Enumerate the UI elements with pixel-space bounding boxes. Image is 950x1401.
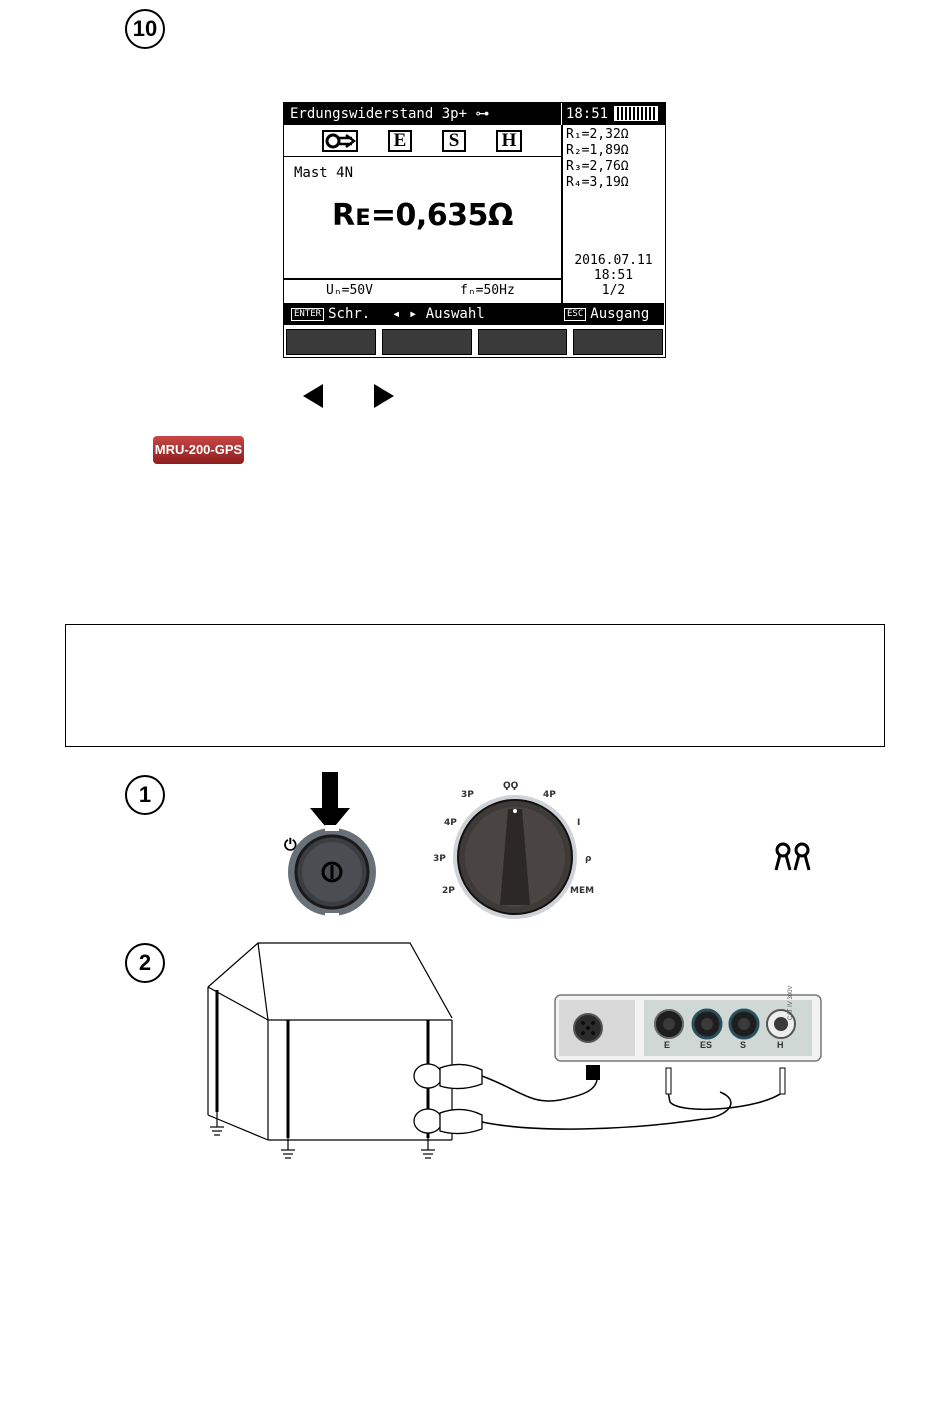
terminal-h-icon: H xyxy=(496,130,522,152)
date-time-block xyxy=(562,253,665,298)
meter-display xyxy=(283,102,666,358)
clamp-pair-icon xyxy=(774,842,812,872)
esc-label: Ausgang xyxy=(590,306,650,322)
step-number-10: 10 xyxy=(125,9,165,49)
frequency-value: fₙ=50Hz xyxy=(460,283,515,298)
step-number-2: 2 xyxy=(125,943,165,983)
model-badge: MRU-200-GPS xyxy=(153,436,244,464)
svg-text:3P: 3P xyxy=(433,854,446,864)
terminal-s-icon: S xyxy=(442,130,466,152)
display-title: Erdungswiderstand 3p+ ⊶ xyxy=(284,103,561,125)
svg-text:2P: 2P xyxy=(442,886,455,896)
r3-value: R₃=2,76Ω xyxy=(566,159,629,174)
terminal-label-h: H xyxy=(777,1040,784,1050)
measurement-name: Mast 4N xyxy=(294,165,354,181)
svg-text:ρ: ρ xyxy=(585,854,592,864)
r1-value: R₁=2,32Ω xyxy=(566,127,629,142)
softkey-row xyxy=(286,329,663,355)
main-result: Rᴇ=0,635Ω xyxy=(332,198,513,233)
svg-text:4P: 4P xyxy=(543,790,556,800)
power-button-illustration xyxy=(270,770,385,920)
battery-icon xyxy=(614,106,658,121)
terminal-label-es: ES xyxy=(700,1040,713,1050)
r4-value: R₄=3,19Ω xyxy=(566,175,629,190)
voltage-value: Uₙ=50V xyxy=(326,283,373,298)
time-value: 18:51 xyxy=(593,268,634,283)
svg-text:I: I xyxy=(577,818,581,828)
terminal-e-icon: E xyxy=(388,130,412,152)
softkey-1[interactable] xyxy=(286,329,376,355)
enter-label: Schr. xyxy=(328,306,371,322)
softkey-3[interactable] xyxy=(478,329,568,355)
clamp-icon xyxy=(322,130,358,152)
tower-connection-diagram xyxy=(200,940,830,1170)
svg-text:⏻: ⏻ xyxy=(284,835,297,854)
svg-text:4P: 4P xyxy=(444,818,457,828)
step-number-1: 1 xyxy=(125,775,165,815)
note-box xyxy=(65,624,885,747)
terminal-label-s: S xyxy=(740,1040,747,1050)
softkey-2[interactable] xyxy=(382,329,472,355)
svg-text:ϘϘ: ϘϘ xyxy=(503,781,519,791)
page-indicator: 1/2 xyxy=(601,283,626,298)
svg-text:3P: 3P xyxy=(461,790,474,800)
esc-key-icon: ESC xyxy=(564,308,586,321)
right-arrow-icon xyxy=(374,384,394,408)
left-arrow-icon xyxy=(303,384,323,408)
terminal-icon-row xyxy=(284,125,561,157)
meter-category-text: CAT IV 300V xyxy=(788,985,794,1020)
partial-resistance-list xyxy=(566,127,629,191)
softkey-4[interactable] xyxy=(573,329,663,355)
date-value: 2016.07.11 xyxy=(574,253,653,268)
terminal-label-e: E xyxy=(664,1040,671,1050)
enter-key-icon: ENTER xyxy=(291,308,324,321)
display-hint-bar xyxy=(284,303,664,325)
arrows-label: ◂ ▸ Auswahl xyxy=(392,306,485,322)
display-clock: 18:51 xyxy=(562,103,612,125)
svg-text:MEM: MEM xyxy=(570,886,595,896)
rotary-switch-illustration xyxy=(430,775,605,920)
r2-value: R₂=1,89Ω xyxy=(566,143,629,158)
result-divider xyxy=(284,278,561,280)
